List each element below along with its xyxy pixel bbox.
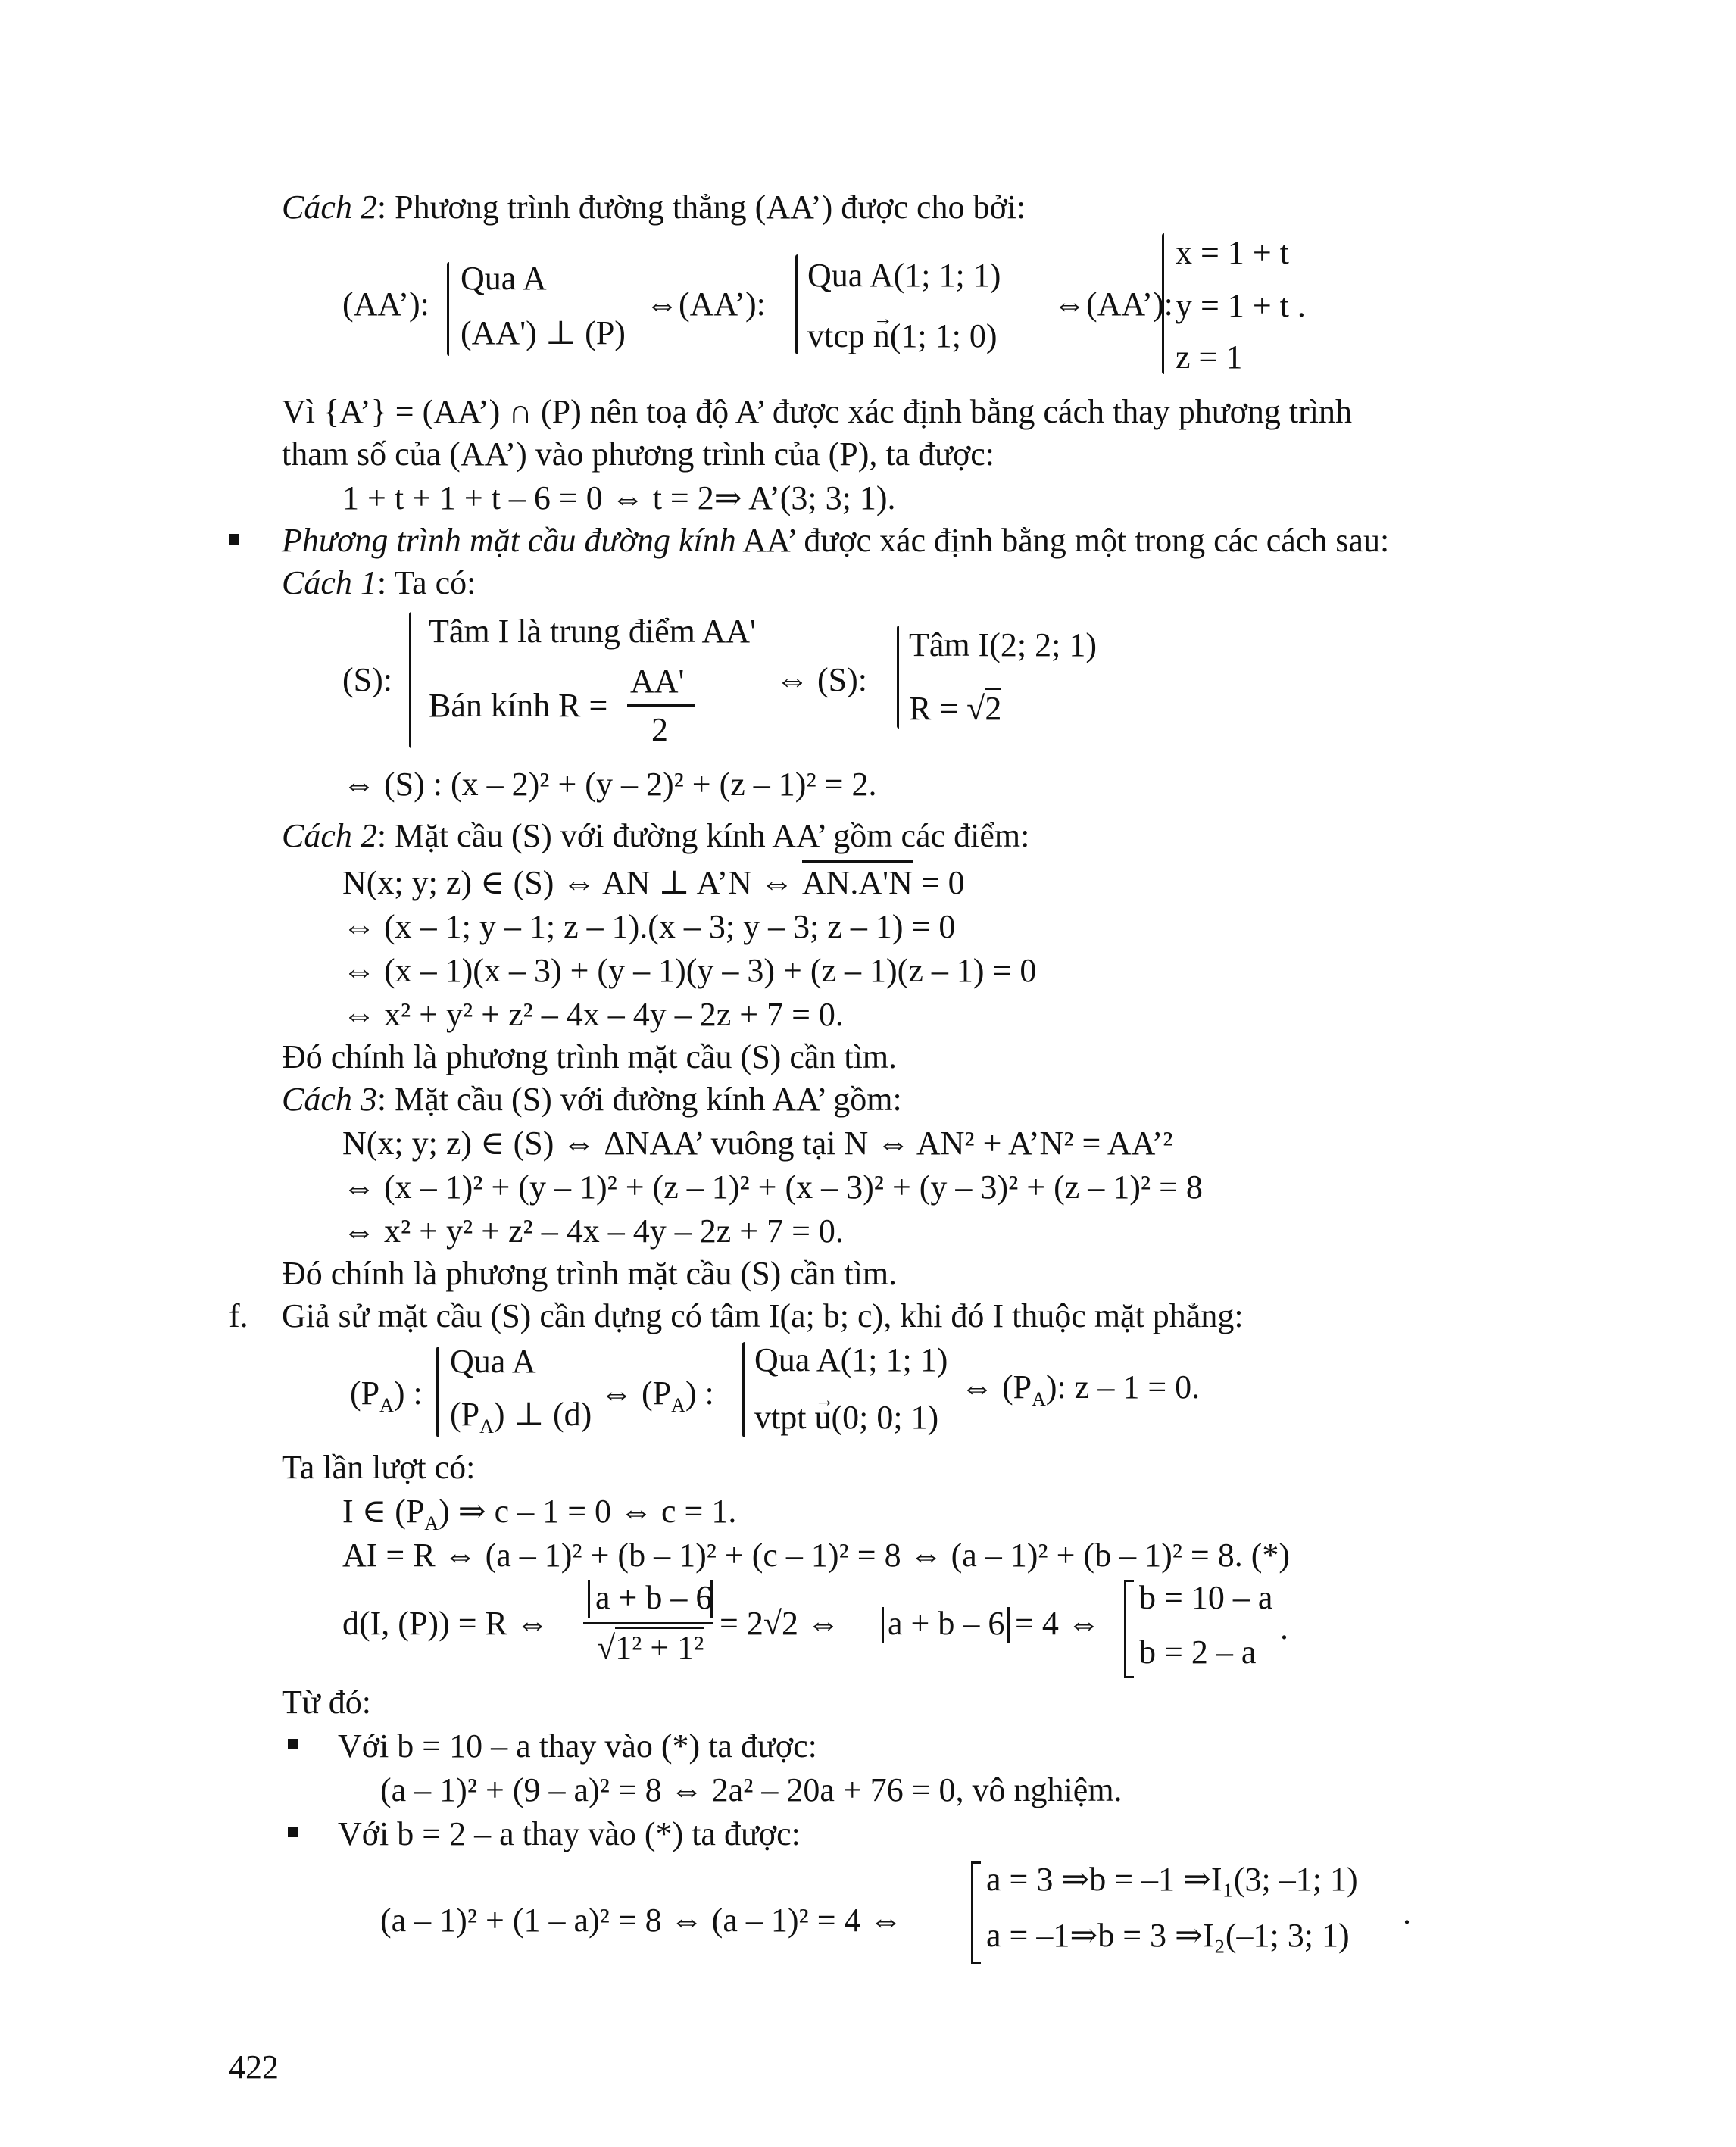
abs-left-1 <box>588 1580 590 1618</box>
case-b1: Với b = 10 – a thay vào (*) ta được: <box>338 1727 817 1765</box>
aa-brace-3 <box>1162 233 1164 374</box>
aa-sys3-z: z = 1 <box>1176 339 1243 376</box>
case-b1-result: (a – 1)² + (9 – a)² = 8 ⇔ 2a² – 20a + 76 = 0, vô nghiệm. <box>380 1771 1122 1808</box>
aa-brace-2 <box>795 254 798 354</box>
s-label: (S): <box>342 661 392 698</box>
b2-dot: . <box>1403 1894 1411 1931</box>
d-mid: = 2√2 ⇔ <box>720 1605 840 1642</box>
b2-bracket <box>971 1861 981 1964</box>
aa-sys3-x: x = 1 + t <box>1176 234 1289 271</box>
aa-brace-1 <box>447 262 449 356</box>
vector-overline <box>802 860 913 863</box>
s-equiv: ⇔ (S): <box>776 661 867 698</box>
b2-case-2: a = –1⇒b = 3 ⇒I₂(–1; 3; 1) <box>986 1917 1350 1954</box>
s-sys2-a: Tâm I(2; 2; 1) <box>909 626 1097 663</box>
c3-line-2: ⇔ (x – 1)² + (y – 1)² + (z – 1)² + (x – 3)² + (y – 3)² + (z – 1)² = 8 <box>342 1169 1203 1206</box>
abs-left-2 <box>882 1607 884 1643</box>
pa-sys2-a: Qua A(1; 1; 1) <box>754 1341 948 1378</box>
aa-sys1-b: (AA') ⊥ (P) <box>461 314 626 351</box>
pa-brace-2 <box>742 1342 745 1437</box>
pa-sys2-b: vtpt → u(0; 0; 1) <box>754 1398 938 1437</box>
vector-u: → u <box>814 1399 831 1436</box>
aa-equiv-2: ⇔(AA’): <box>645 286 766 323</box>
s-result: ⇔ (S) : (x – 2)² + (y – 2)² + (z – 1)² = 2. <box>342 766 877 803</box>
case-b2-eq: (a – 1)² + (1 – a)² = 8 ⇔ (a – 1)² = 4 ⇔ <box>380 1902 903 1939</box>
aa-label-1: (AA’): <box>342 286 429 323</box>
vi-line-3: 1 + t + 1 + t – 6 = 0 ⇔ t = 2⇒ A’(3; 3; 1). <box>342 479 896 516</box>
s-sys2-b: R = √2 <box>909 689 1001 729</box>
f-label: f. <box>229 1297 248 1334</box>
vi-line-1: Vì {A’} = (AA’) ∩ (P) nên toạ độ A’ được xác định bằng cách thay phương trình <box>282 393 1352 430</box>
cach2-heading <box>282 188 1026 227</box>
pa-brace-1 <box>436 1347 439 1437</box>
sqrt-symbol: √ <box>966 690 985 727</box>
s-sys1-b: Bán kính R = <box>429 687 608 724</box>
c3-line-3: ⇔ x² + y² + z² – 4x – 4y – 2z + 7 = 0. <box>342 1212 844 1250</box>
cach3-heading: Cách 3: Mặt cầu (S) với đường kính AA’ gồm: <box>282 1081 902 1118</box>
d-case-1: b = 10 – a <box>1139 1579 1273 1616</box>
c2-line-2: ⇔ (x – 1; y – 1; z – 1).(x – 3; y – 3; z – 1) = 0 <box>342 908 956 945</box>
case-b2: Với b = 2 – a thay vào (*) ta được: <box>338 1815 801 1852</box>
ai-eq: AI = R ⇔ (a – 1)² + (b – 1)² + (c – 1)² = 8 ⇔ (a – 1)² + (b – 1)² = 8. (*) <box>342 1537 1291 1574</box>
i-in-pa: I ∈ $(P_A)$ ⇒ c – 1 = 0 ⇔ c = 1. <box>342 1493 737 1534</box>
vector-n: → n <box>873 317 890 354</box>
s-brace-1 <box>409 612 411 748</box>
c2-line-3: ⇔ (x – 1)(x – 3) + (y – 1)(y – 3) + (z – 1)(z – 1) = 0 <box>342 952 1037 989</box>
s-frac-num: AA' <box>630 663 685 700</box>
bullet-1 <box>229 534 239 545</box>
c3-line-1: N(x; y; z) ∈ (S) ⇔ ΔNAA’ vuông tại N ⇔ AN² + A’N² = AA’² <box>342 1125 1173 1162</box>
s-sys1-a: Tâm I là trung điểm AA' <box>429 613 756 650</box>
cach1-heading: Cách 1: Ta có: <box>282 564 476 601</box>
c2-line-5: Đó chính là phương trình mặt cầu (S) cần tìm. <box>282 1038 898 1075</box>
d-abs: a + b – 6 <box>888 1605 1005 1642</box>
cach2b-heading: Cách 2: Mặt cầu (S) với đường kính AA’ gồm các điểm: <box>282 817 1030 854</box>
abs-right-2 <box>1007 1607 1010 1643</box>
c3-line-4: Đó chính là phương trình mặt cầu (S) cần tìm. <box>282 1255 898 1292</box>
pa-label: $(P_A)$ : <box>350 1375 423 1416</box>
pa-sys1-b: $(P_A)$ ⊥ (d) <box>450 1396 592 1437</box>
d-frac-line <box>583 1622 713 1624</box>
c2-line-4: ⇔ x² + y² + z² – 4x – 4y – 2z + 7 = 0. <box>342 996 844 1033</box>
aa-sys2-a: Qua A(1; 1; 1) <box>807 257 1001 294</box>
c2-line-1: N(x; y; z) ∈ (S) ⇔ AN ⊥ A’N ⇔ AN.A'N = 0 <box>342 863 965 903</box>
vi-line-2: tham số của (AA’) vào phương trình của (P), ta được: <box>282 435 994 473</box>
d-case-2: b = 2 – a <box>1139 1634 1257 1671</box>
page-number: 422 <box>229 2049 279 2086</box>
pa-equiv-2: ⇔ $(P_A)$ : <box>600 1375 714 1416</box>
mat-cau-heading: Phương trình mặt cầu đường kính AA’ được xác định bằng một trong các cách sau: <box>282 522 1390 559</box>
pa-result: ⇔ $(P_A)$: z – 1 = 0. <box>960 1368 1201 1410</box>
aa-sys1-a: Qua A <box>461 260 547 297</box>
pa-sys1-a: Qua A <box>450 1343 536 1380</box>
abs-right-1 <box>710 1580 713 1618</box>
aa-equiv-3: ⇔(AA’): <box>1053 286 1173 323</box>
f-text: Giả sử mặt cầu (S) cần dựng có tâm I(a; b; c), khi đó I thuộc mặt phẳng: <box>282 1297 1244 1334</box>
b2-case-1: a = 3 ⇒b = –1 ⇒I₁(3; –1; 1) <box>986 1861 1358 1898</box>
bullet-2 <box>288 1739 298 1749</box>
d-den: √1² + 1² <box>597 1628 704 1668</box>
s-frac-den: 2 <box>651 711 668 748</box>
d-bracket <box>1124 1580 1134 1678</box>
cach2-text: : Phương trình đường thẳng (AA’) được cho bởi: <box>376 189 1026 226</box>
tu-do: Từ đó: <box>282 1684 371 1721</box>
s-frac-line <box>627 704 695 707</box>
ta-lan-luot: Ta lần lượt có: <box>282 1449 476 1486</box>
d-dot: . <box>1280 1609 1288 1646</box>
d-pre: d(I, (P)) = R ⇔ <box>342 1605 549 1642</box>
bullet-3 <box>288 1827 298 1837</box>
d-num: a + b – 6 <box>595 1579 713 1616</box>
cach2-label: Cách 2 <box>282 189 377 226</box>
aa-sys3-y: y = 1 + t . <box>1176 287 1306 324</box>
sqrt-symbol-2: √ <box>597 1629 616 1666</box>
aa-sys2-b: vtcp → n(1; 1; 0) <box>807 317 998 356</box>
s-brace-2 <box>897 626 899 729</box>
d-post: = 4 ⇔ <box>1015 1605 1101 1642</box>
